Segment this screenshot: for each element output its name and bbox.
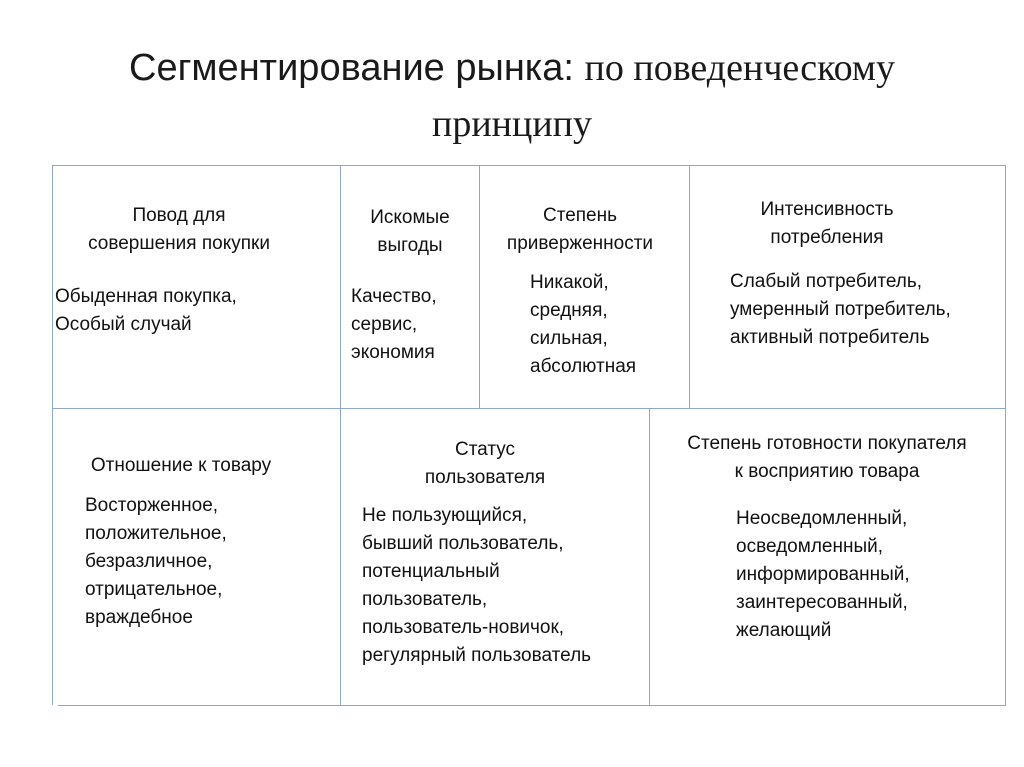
cell-items-usage-intensity	[730, 268, 951, 352]
list-item: пользователь-новичок,	[362, 617, 565, 638]
cell-header-benefits	[350, 204, 470, 260]
header-line: совершения покупки	[88, 233, 270, 254]
cell-header-purchase-occasion	[52, 202, 306, 258]
cell-items-readiness	[736, 505, 910, 645]
header-line: Интенсивность	[760, 199, 894, 220]
list-item: осведомленный,	[736, 536, 883, 557]
list-item: отрицательное,	[85, 579, 223, 600]
header-line: Искомые	[370, 207, 450, 228]
title-line-2: принципу	[431, 103, 592, 145]
list-item: сильная,	[530, 328, 608, 349]
list-item: Неосведомленный,	[736, 508, 908, 529]
table-border-top	[52, 165, 1006, 166]
cell-items-purchase-occasion	[55, 283, 237, 339]
header-line: к восприятию товара	[734, 461, 920, 482]
col-divider-bottom-2	[649, 408, 650, 705]
cell-header-attitude	[58, 452, 304, 480]
list-item: положительное,	[85, 523, 227, 544]
cell-header-readiness	[652, 430, 1002, 486]
list-item: безразличное,	[85, 551, 213, 572]
list-item: Обыденная покупка,	[55, 286, 237, 307]
table-row-divider	[52, 408, 1006, 409]
col-divider-top-1	[340, 165, 341, 408]
list-item: бывший пользователь,	[362, 533, 564, 554]
list-item: Качество,	[351, 286, 437, 307]
cell-header-loyalty	[480, 202, 680, 258]
cell-items-loyalty	[530, 269, 636, 381]
list-item: средняя,	[530, 300, 608, 321]
list-item: Восторженное,	[85, 495, 219, 516]
list-item: регулярный пользователь	[362, 645, 592, 666]
table-border-bottom	[58, 705, 1006, 706]
list-item: активный потребитель	[730, 327, 930, 348]
cell-items-user-status	[362, 502, 591, 670]
list-item: пользователь,	[362, 589, 488, 610]
list-item: желающий	[736, 620, 832, 641]
list-item: заинтересованный,	[736, 592, 908, 613]
list-item: сервис,	[351, 314, 418, 335]
header-line: выгоды	[377, 235, 443, 256]
header-line: Степень готовности покупателя	[687, 433, 967, 454]
cell-header-usage-intensity	[692, 196, 962, 252]
list-item: Не пользующийся,	[362, 505, 528, 526]
segmentation-table	[52, 165, 1006, 705]
col-divider-bottom-1	[340, 408, 341, 705]
table-border-right	[1005, 165, 1006, 705]
cell-header-user-status	[385, 436, 585, 492]
header-line: приверженности	[506, 233, 654, 254]
title-part-serif: по поведенческому	[584, 47, 895, 89]
list-item: экономия	[351, 342, 435, 363]
list-item: Никакой,	[530, 272, 609, 293]
list-item: Особый случай	[55, 314, 192, 335]
list-item: враждебное	[85, 607, 193, 628]
header-line: потребления	[770, 227, 884, 248]
header-line: Отношение к товару	[90, 455, 272, 476]
header-line: пользователя	[424, 467, 546, 488]
list-item: абсолютная	[530, 356, 637, 377]
header-line: Статус	[454, 439, 516, 460]
title-part-sans: Сегментирование рынка:	[129, 47, 574, 89]
col-divider-top-3	[689, 165, 690, 408]
cell-items-benefits	[351, 283, 437, 367]
header-line: Степень	[542, 205, 618, 226]
cell-items-attitude	[85, 492, 227, 632]
page-title	[0, 40, 1024, 152]
list-item: информированный,	[736, 564, 910, 585]
list-item: потенциальный	[362, 561, 500, 582]
list-item: умеренный потребитель,	[730, 299, 951, 320]
title-line-1	[0, 40, 1024, 96]
header-line: Повод для	[132, 205, 226, 226]
list-item: Слабый потребитель,	[730, 271, 923, 292]
